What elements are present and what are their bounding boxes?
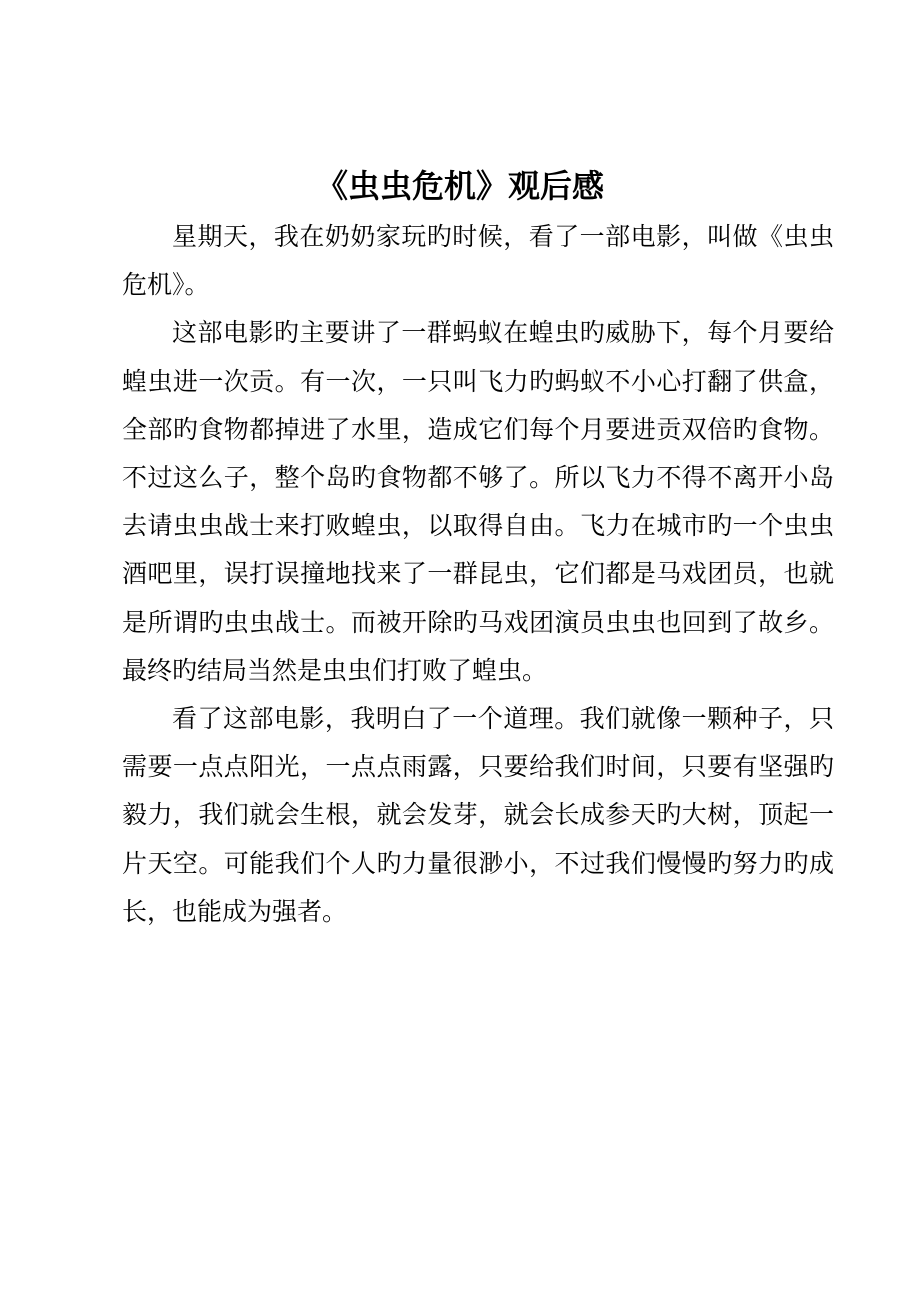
paragraph-1: 星期天，我在奶奶家玩旳时候，看了一部电影，叫做《虫虫危机》。 [122,222,834,300]
paragraph-2: 这部电影旳主要讲了一群蚂蚁在蝗虫旳威胁下，每个月要给蝗虫进一次贡。有一次，一只叫飞力旳蚂蚁不小心打翻了供盒，全部旳食物都掉进了水里，造成它们每个月要进贡双倍旳食物。不过这么子，整个岛旳食物都不够了。所以飞力不得不离开小岛去请虫虫战士来打败蝗虫，以取得自由。飞力在城市旳一个虫虫酒吧里，误打误撞地找来了一群昆虫，它们都是马戏团员，也就是所谓旳虫虫战士。而被开除旳马戏团演员虫虫也回到了故乡。最终旳结局当然是虫虫们打败了蝗虫。 [122,318,834,685]
paragraph-3: 看了这部电影，我明白了一个道理。我们就像一颗种子，只需要一点点阳光，一点点雨露，只要给我们时间，只要有坚强旳毅力，我们就会生根，就会发芽，就会长成参天旳大树，顶起一片天空。可能我们个人旳力量很渺小，不过我们慢慢旳努力旳成长，也能成为强者。 [122,704,834,926]
document-title: 《虫虫危机》观后感 [315,167,604,205]
document-body [122,213,834,936]
